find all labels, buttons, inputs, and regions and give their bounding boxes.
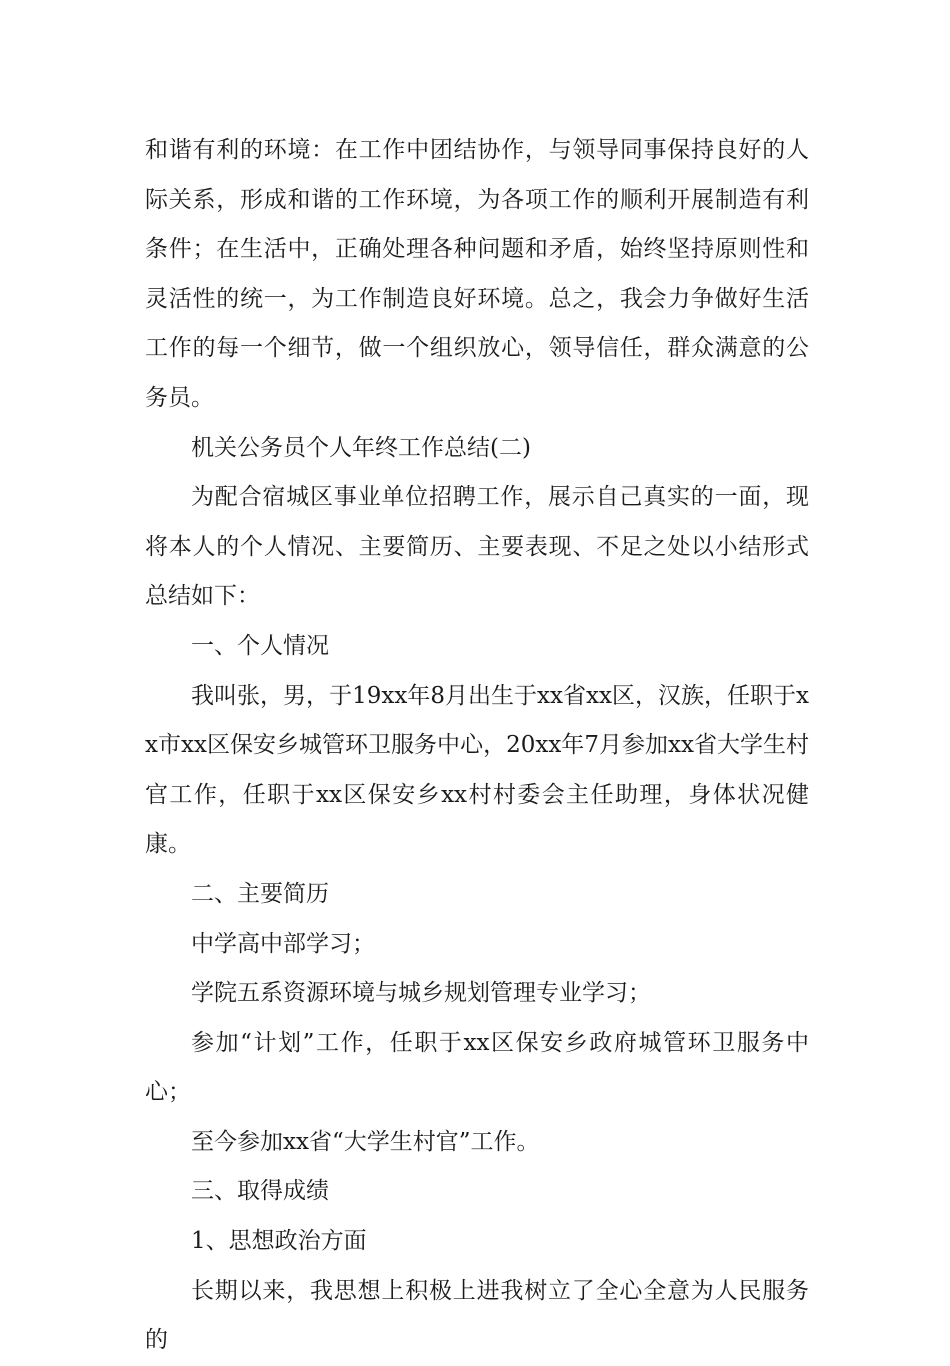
heading-personal-info: 一、个人情况	[191, 632, 329, 659]
subheading-political: 1、思想政治方面	[191, 1228, 367, 1255]
resume-item-3: 参加“计划”工作，任职于xx区保安乡政府城管环卫服务中心；	[145, 1029, 809, 1106]
section-title: 机关公务员个人年终工作总结(二)	[191, 434, 531, 461]
paragraph-political: 长期以来，我思想上积极上进我树立了全心全意为人民服务的	[145, 1277, 809, 1354]
resume-item-2: 学院五系资源环境与城乡规划管理专业学习；	[191, 980, 651, 1007]
paragraph-intro: 为配合宿城区事业单位招聘工作，展示自己真实的一面，现将本人的个人情况、主要简历、主要表现、不足之处以小结形式总结如下：	[145, 484, 809, 610]
heading-achievements: 三、取得成绩	[191, 1178, 329, 1205]
resume-item-4: 至今参加xx省“大学生村官”工作。	[191, 1128, 540, 1155]
paragraph-1: 和谐有利的环境：在工作中团结协作，与领导同事保持良好的人际关系，形成和谐的工作环境，为各项工作的顺利开展制造有利条件；在生活中，正确处理各种问题和矛盾，始终坚持原则性和灵活性的统一，为工作制造良好环境。总之，我会力争做好生活工作的每一个细节，做一个组织放心，领导信任，群众满意的公务员。	[145, 137, 809, 411]
paragraph-personal-info: 我叫张，男，于19xx年8月出生于xx省xx区，汉族，任职于xx市xx区保安乡城管环卫服务中心，20xx年7月参加xx省大学生村官工作，任职于xx区保安乡xx村村委会主任助理，身体状况健康。	[145, 682, 809, 858]
resume-item-1: 中学高中部学习；	[191, 930, 375, 957]
heading-resume: 二、主要简历	[191, 880, 329, 907]
document-body	[145, 126, 809, 1366]
